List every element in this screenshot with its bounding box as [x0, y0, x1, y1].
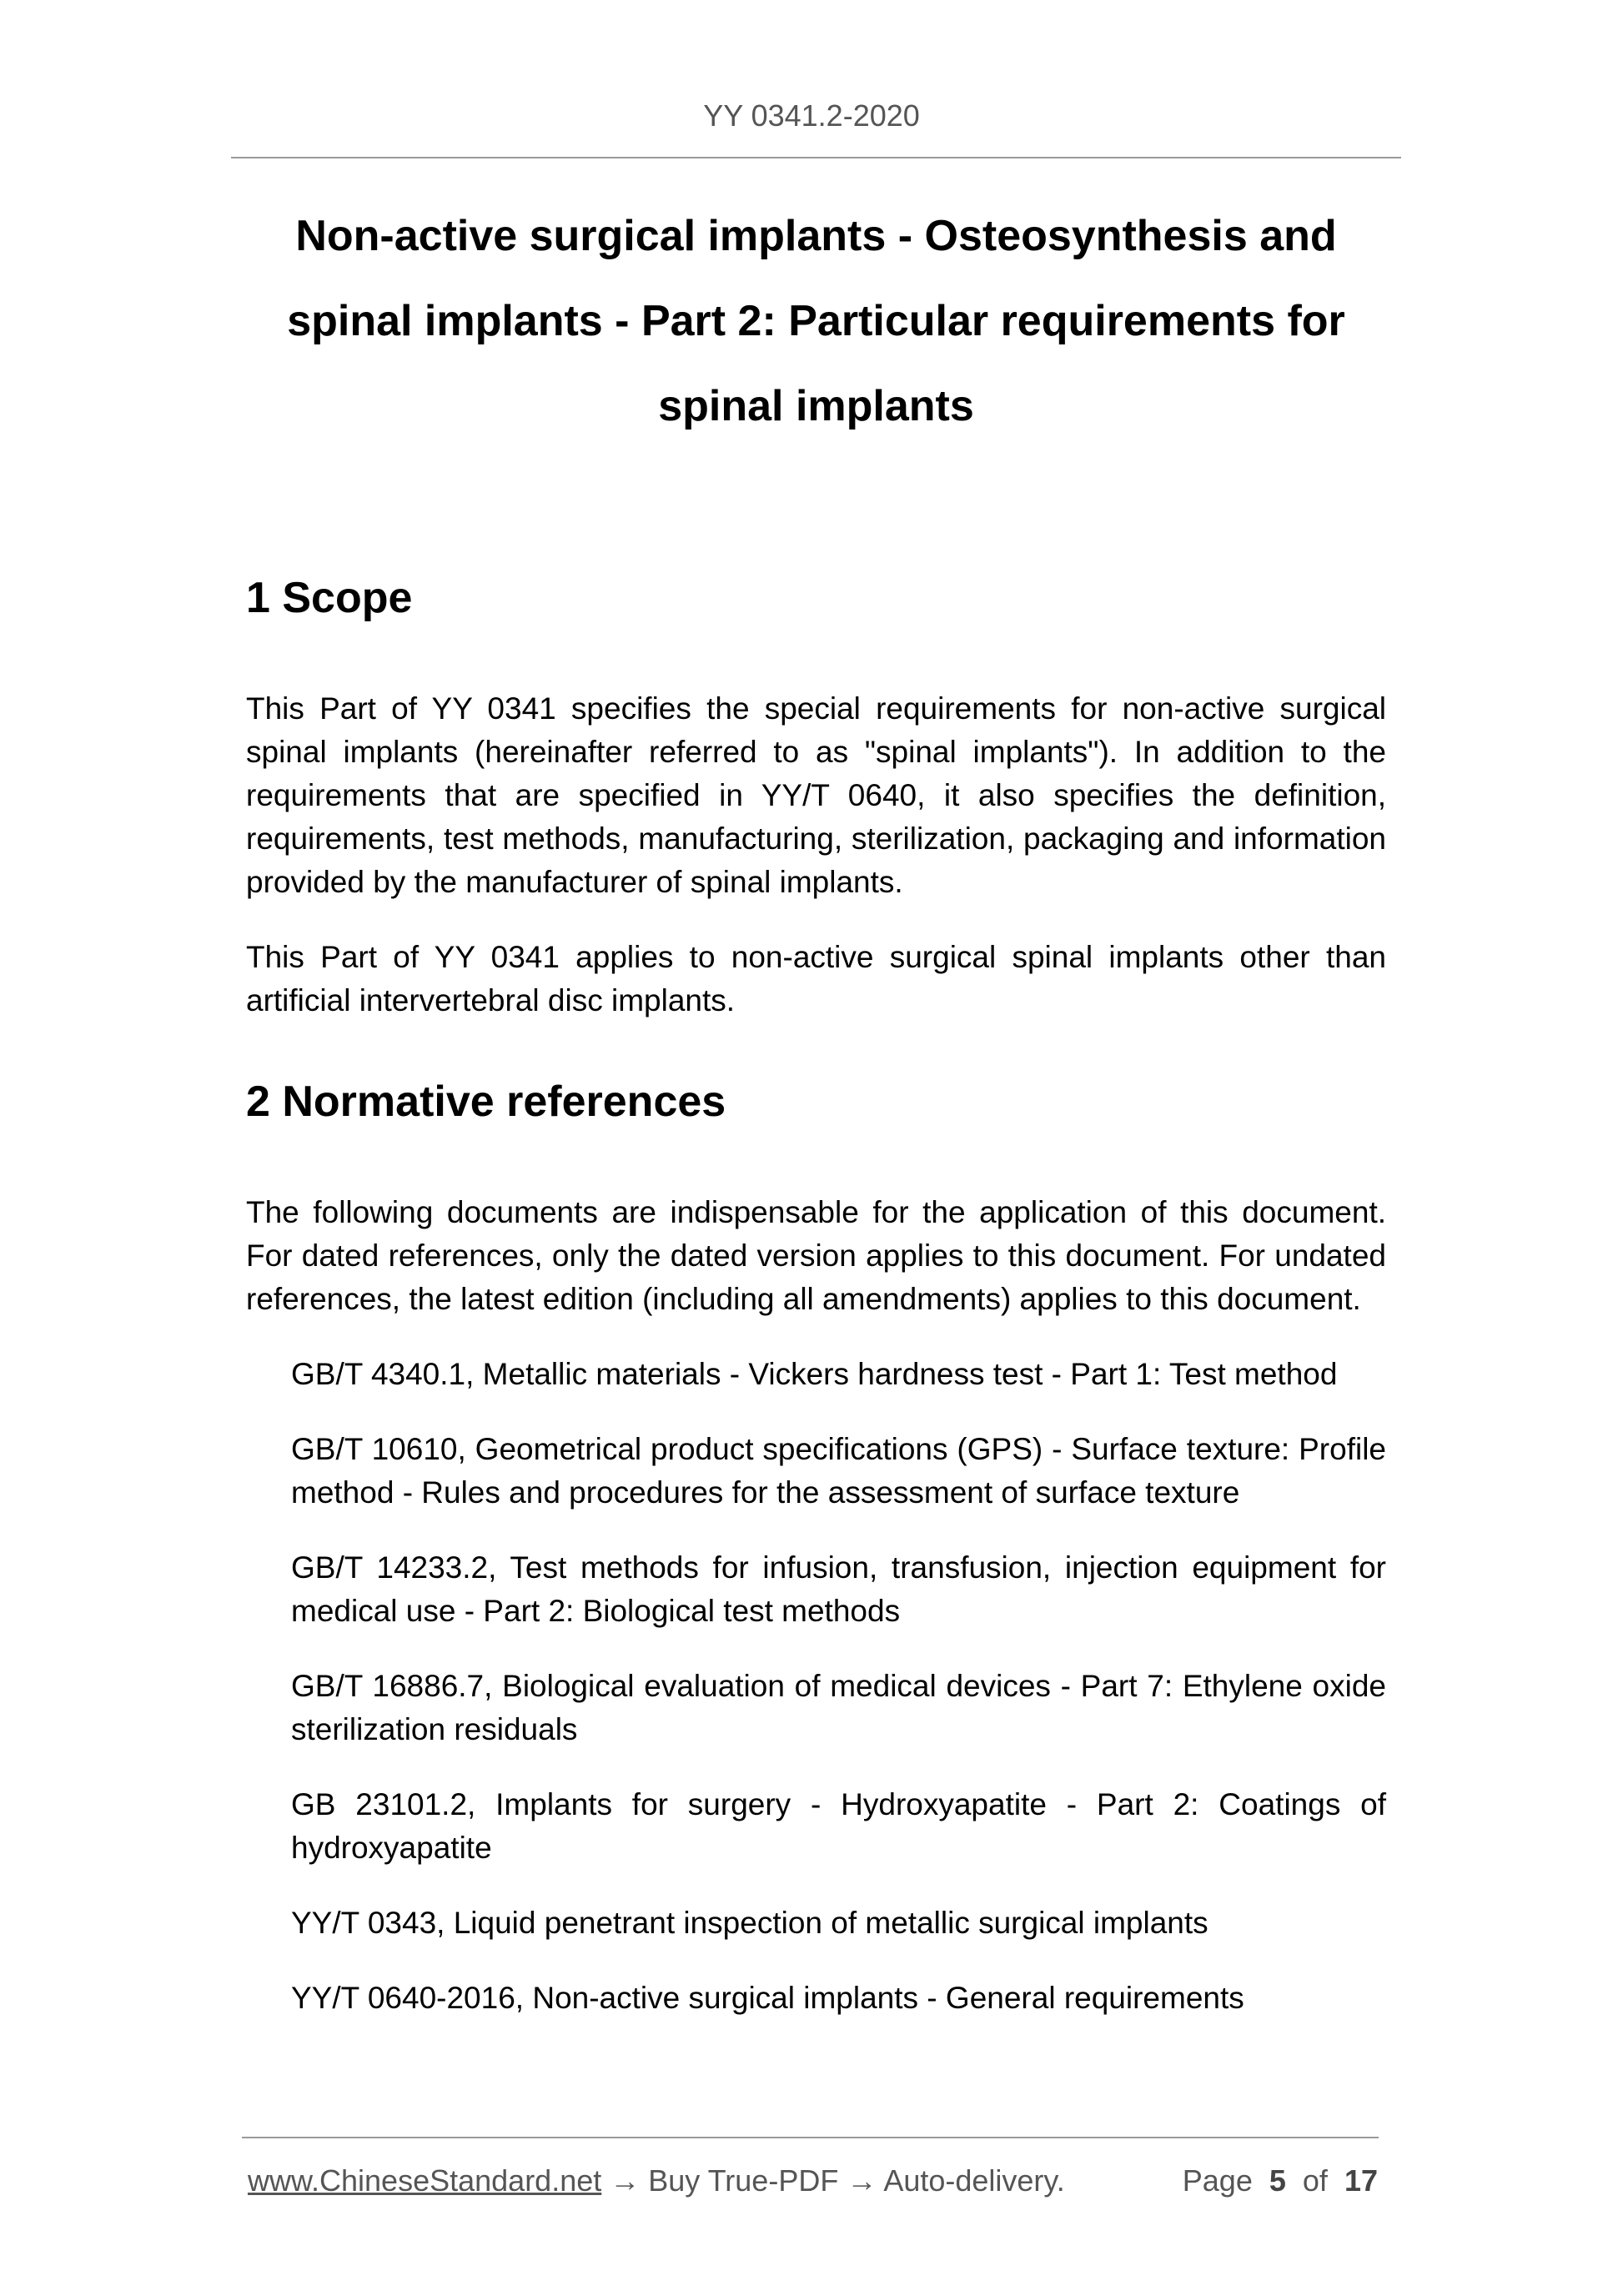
scope-paragraph-1: This Part of YY 0341 specifies the special requirements for non-active surgical spinal implants (hereinafter referred to as "spinal implants"). In addition to the requirements that are specified in YY/T 0640, it also specifies the definition, requirements, test methods, manufacturing, sterilization, packaging and information provided by the manufacturer of spinal implants. [246, 691, 1386, 899]
page-of-label: of [1302, 2163, 1328, 2198]
footer-left [248, 2161, 1065, 2201]
reference-item: YY/T 0640-2016, Non-active surgical implants - General requirements [291, 1981, 1244, 2015]
scope-paragraph-2: This Part of YY 0341 applies to non-active surgical spinal implants other than artificial intervertebral disc implants. [246, 940, 1386, 1017]
page-indicator [1183, 2161, 1378, 2201]
page-label: Page [1182, 2163, 1253, 2198]
document-body [246, 569, 1386, 2052]
reference-item: GB/T 10610, Geometrical product specifications (GPS) - Surface texture: Profile method - Rules and procedures for the assessment of surface texture [291, 1432, 1386, 1510]
chinesestandard-link[interactable]: www.ChineseStandard.net [248, 2163, 602, 2198]
footer-tagline: → Buy True-PDF → Auto-delivery. [601, 2163, 1065, 2198]
header-divider [231, 157, 1401, 158]
reference-item: GB/T 4340.1, Metallic materials - Vickers hardness test - Part 1: Test method [291, 1357, 1338, 1391]
header-standard-code: YY 0341.2-2020 [703, 98, 920, 133]
reference-item: GB 23101.2, Implants for surgery - Hydroxyapatite - Part 2: Coatings of hydroxyapatite [291, 1787, 1386, 1865]
reference-item: GB/T 14233.2, Test methods for infusion, transfusion, injection equipment for medical use - Part 2: Biological test methods [291, 1550, 1386, 1628]
page-footer [248, 2161, 1378, 2201]
footer-divider [242, 2137, 1379, 2138]
reference-item: YY/T 0343, Liquid penetrant inspection of metallic surgical implants [291, 1906, 1208, 1940]
page-current-number: 5 [1269, 2163, 1286, 2198]
section-heading-normative-references: 2 Normative references [246, 1078, 726, 1126]
reference-item: GB/T 16886.7, Biological evaluation of medical devices - Part 7: Ethylene oxide sterilization residuals [291, 1669, 1386, 1746]
document-title [231, 193, 1401, 449]
normative-intro-paragraph: The following documents are indispensable for the application of this document. For dated references, only the dated version applies to this document. For undated references, the latest edition (including all amendments) applies to this document. [246, 1195, 1386, 1316]
title-line-3: spinal implants [658, 382, 974, 430]
title-line-1: Non-active surgical implants - Osteosynthesis and [295, 212, 1337, 260]
page-total-number: 17 [1344, 2163, 1378, 2198]
section-heading-scope: 1 Scope [246, 574, 413, 622]
title-line-2: spinal implants - Part 2: Particular requirements for [287, 297, 1345, 345]
